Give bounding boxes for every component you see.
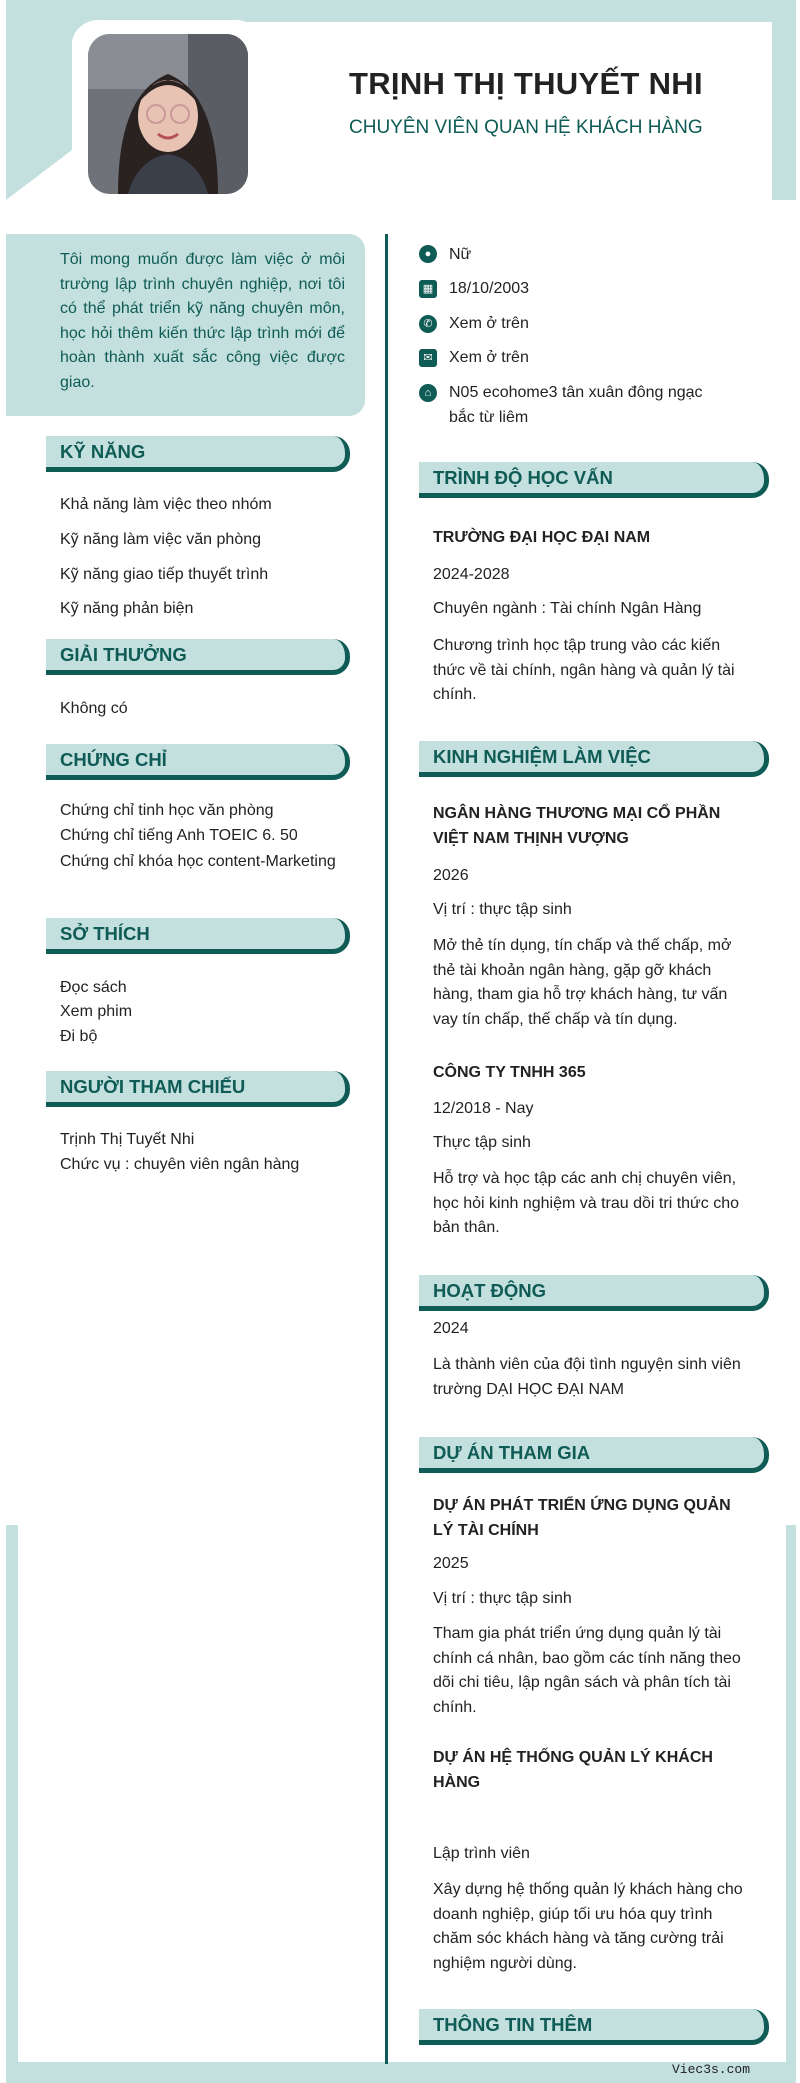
experience-heading: KINH NGHIỆM LÀM VIỆC <box>419 741 769 777</box>
job-role: Vị trí : thực tập sinh <box>433 901 572 918</box>
education-major: Chuyên ngành : Tài chính Ngân Hàng <box>433 600 702 617</box>
skills-heading: KỸ NĂNG <box>46 436 350 472</box>
location-icon: ⌂ <box>419 384 437 402</box>
activity-year: 2024 <box>433 1320 469 1337</box>
certificate-item: Chứng chỉ khóa học content-Marketing <box>60 853 336 870</box>
project-name: DỰ ÁN HỆ THỐNG QUẢN LÝ KHÁCH HÀNG <box>433 1749 713 1791</box>
birthday: 18/10/2003 <box>449 280 530 297</box>
hobby-item: Xem phim <box>60 1003 133 1020</box>
address-line-1: N05 ecohome3 tân xuân đông ngạc <box>449 384 703 401</box>
job-period: 12/2018 - Nay <box>433 1100 534 1117</box>
hobby-item: Đi bộ <box>60 1028 98 1045</box>
reference-position: Chức vụ : chuyên viên ngân hàng <box>60 1156 300 1173</box>
project-year: 2025 <box>433 1555 469 1572</box>
job-title: CHUYÊN VIÊN QUAN HỆ KHÁCH HÀNG <box>349 117 703 138</box>
activity-description: Là thành viên của đội tình nguyện sinh viên trường DẠI HỌC ĐẠI NAM <box>433 1356 741 1398</box>
job-role: Thực tập sinh <box>433 1134 531 1151</box>
job-description: Hỗ trợ và học tập các anh chị chuyên viên, học hỏi kinh nghiệm và trau dồi tri thức cho bản thân. <box>433 1170 739 1236</box>
address-line-2: bắc từ liêm <box>449 409 529 426</box>
more-info-heading: THÔNG TIN THÊM <box>419 2009 769 2045</box>
candidate-name: TRỊNH THỊ THUYẾT NHI <box>349 66 703 101</box>
skill-item: Khả năng làm việc theo nhóm <box>60 496 272 513</box>
email: Xem ở trên <box>449 349 529 366</box>
project-role: Lập trình viên <box>433 1845 530 1862</box>
reference-name: Trịnh Thị Tuyết Nhi <box>60 1131 195 1148</box>
email-icon: ✉ <box>419 349 437 367</box>
education-heading: TRÌNH ĐỘ HỌC VẤN <box>419 462 769 498</box>
watermark: Viec3s.com <box>672 2062 751 2077</box>
project-name: DỰ ÁN PHÁT TRIỂN ỨNG DỤNG QUẢN LÝ TÀI CHÍNH <box>433 1497 731 1539</box>
phone-icon: ✆ <box>419 315 437 333</box>
certificate-item: Chứng chỉ tinh học văn phòng <box>60 802 274 819</box>
projects-heading: DỰ ÁN THAM GIA <box>419 1437 769 1473</box>
gender: Nữ <box>449 246 472 263</box>
person-icon: ● <box>419 245 437 263</box>
certificates-heading: CHỨNG CHỈ <box>46 744 350 780</box>
hobbies-heading: SỞ THÍCH <box>46 918 350 954</box>
job-company: CÔNG TY TNHH 365 <box>433 1064 586 1081</box>
job-period: 2026 <box>433 867 469 884</box>
skill-item: Kỹ năng phản biện <box>60 600 194 617</box>
job-description: Mở thẻ tín dụng, tín chấp và thế chấp, mở thẻ tài khoản ngân hàng, gặp gỡ khách hàng, tham gia hỗ trợ khách hàng, tư vấn vay tín chấp, thế chấp và tín dụng. <box>433 937 732 1028</box>
project-description: Xây dựng hệ thống quản lý khách hàng cho doanh nghiệp, giúp tối ưu hóa quy trình chăm sóc khách hàng và tăng cường trải nghiệm người dùng. <box>433 1881 743 1972</box>
project-role: Vị trí : thực tập sinh <box>433 1590 572 1607</box>
calendar-icon: ▦ <box>419 280 437 298</box>
skill-item: Kỹ năng làm việc văn phòng <box>60 531 262 548</box>
certificate-item: Chứng chỉ tiếng Anh TOEIC 6. 50 <box>60 827 298 844</box>
phone: Xem ở trên <box>449 315 529 332</box>
award-item: Không có <box>60 700 128 717</box>
skill-item: Kỹ năng giao tiếp thuyết trình <box>60 566 269 583</box>
activities-heading: HOẠT ĐỘNG <box>419 1275 769 1311</box>
project-description: Tham gia phát triển ứng dụng quản lý tài chính cá nhân, bao gồm các tính năng theo dõi chi tiêu, lập ngân sách và phân tích tài chính. <box>433 1625 741 1716</box>
references-heading: NGƯỜI THAM CHIẾU <box>46 1071 350 1107</box>
hobby-item: Đọc sách <box>60 979 127 996</box>
school-name: TRƯỜNG ĐẠI HỌC ĐẠI NAM <box>433 529 651 546</box>
job-company: NGÂN HÀNG THƯƠNG MẠI CỔ PHẦN VIỆT NAM THỊNH VƯỢNG <box>433 805 721 847</box>
profile-photo <box>88 34 248 194</box>
column-divider <box>385 234 388 2064</box>
education-description: Chương trình học tập trung vào các kiến thức về tài chính, ngân hàng và quản lý tài chính. <box>433 637 735 703</box>
awards-heading: GIẢI THƯỞNG <box>46 639 350 675</box>
career-objective: Tôi mong muốn được làm việc ở môi trường lập trình chuyên nghiệp, nơi tôi có thể phát triển kỹ năng chuyên môn, học hỏi thêm kiến thức lập trình mới để hoàn thành xuất sắc công việc được giao. <box>60 251 345 391</box>
education-period: 2024-2028 <box>433 566 510 583</box>
